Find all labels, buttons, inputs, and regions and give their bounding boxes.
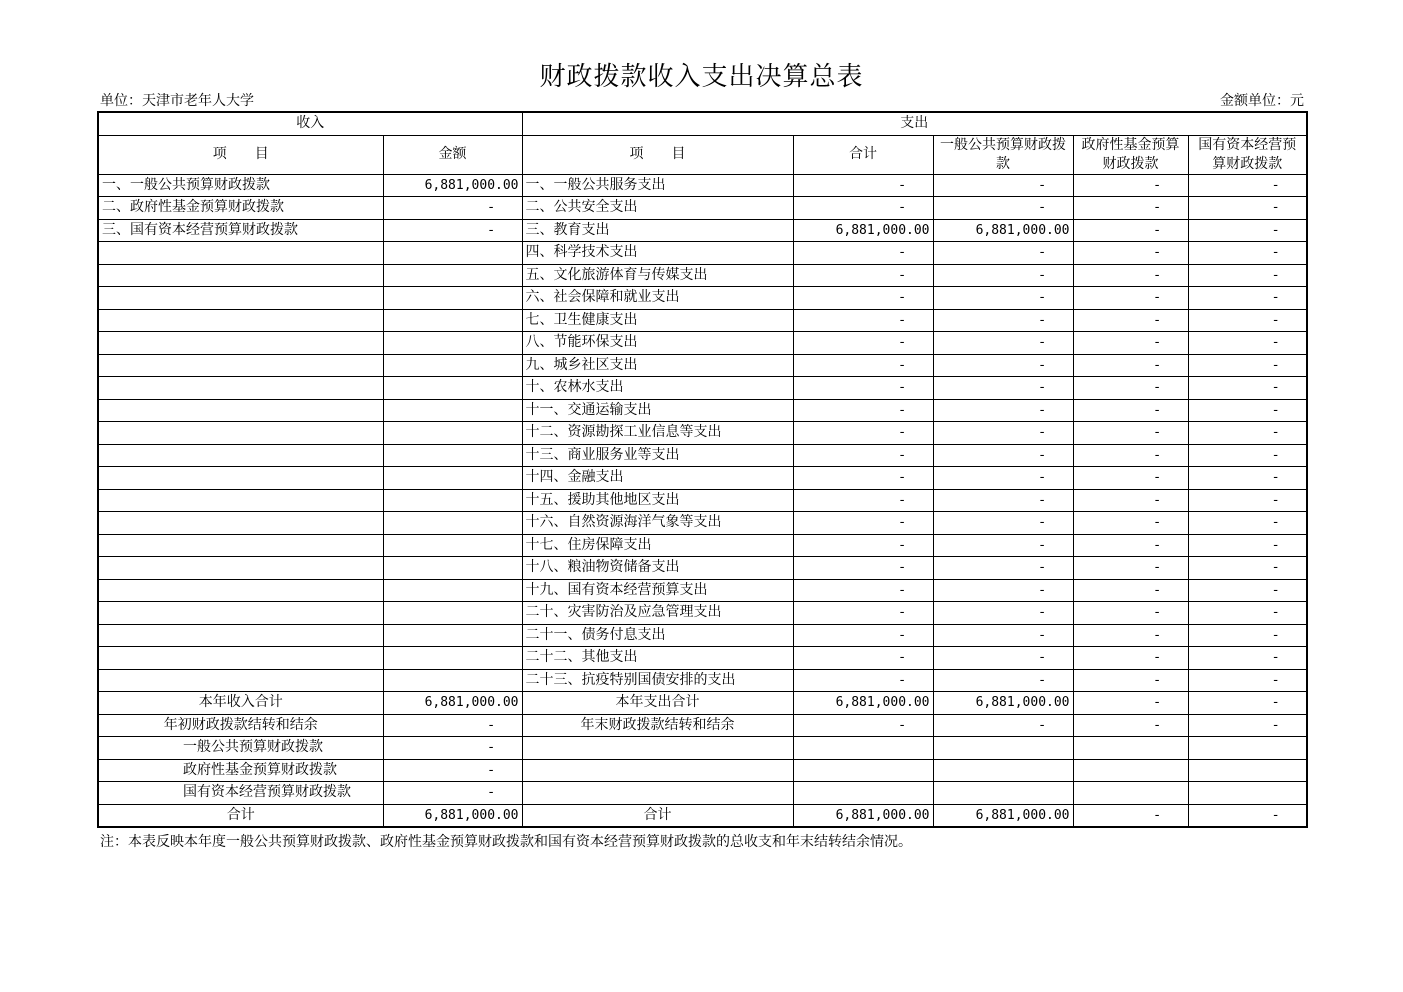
header-row-1 (98, 112, 1307, 135)
expense-item: 四、科学技术支出 (522, 242, 793, 265)
income-item (98, 534, 383, 557)
expense-total: - (793, 534, 933, 557)
year-income-amount: 6,881,000.00 (383, 692, 522, 715)
expense-general: - (933, 354, 1073, 377)
expense-total: - (793, 624, 933, 647)
empty-cell (1073, 782, 1188, 805)
expense-state-capital: - (1188, 309, 1307, 332)
expense-item: 六、社会保障和就业支出 (522, 287, 793, 310)
income-amount (383, 264, 522, 287)
expense-item: 十一、交通运输支出 (522, 399, 793, 422)
expense-state-capital: - (1188, 602, 1307, 625)
income-amount (383, 489, 522, 512)
grand-expense-label: 合计 (522, 804, 793, 827)
expense-state-capital: - (1188, 287, 1307, 310)
income-amount (383, 579, 522, 602)
grand-expense-gov-fund: - (1073, 804, 1188, 827)
year-expense-label: 本年支出合计 (522, 692, 793, 715)
income-item (98, 579, 383, 602)
table-row (98, 647, 1307, 670)
expense-total: - (793, 602, 933, 625)
income-amount (383, 332, 522, 355)
expense-total: - (793, 332, 933, 355)
income-item: 一、一般公共预算财政拨款 (98, 174, 383, 197)
expense-gov-fund: - (1073, 197, 1188, 220)
expense-total: - (793, 242, 933, 265)
expense-item: 二十三、抗疫特别国债安排的支出 (522, 669, 793, 692)
expense-gov-fund: - (1073, 467, 1188, 490)
income-item (98, 377, 383, 400)
grand-expense-state-capital: - (1188, 804, 1307, 827)
empty-cell (933, 737, 1073, 760)
expense-gov-fund: - (1073, 512, 1188, 535)
empty-cell (1188, 782, 1307, 805)
income-amount (383, 242, 522, 265)
income-amount (383, 287, 522, 310)
expense-state-capital: - (1188, 332, 1307, 355)
expense-gov-fund: - (1073, 332, 1188, 355)
income-item: 二、政府性基金预算财政拨款 (98, 197, 383, 220)
expense-item: 十八、粮油物资储备支出 (522, 557, 793, 580)
expense-total: - (793, 579, 933, 602)
expense-item: 五、文化旅游体育与传媒支出 (522, 264, 793, 287)
end-balance-gov-fund: - (1073, 714, 1188, 737)
expense-general: - (933, 624, 1073, 647)
table-row (98, 242, 1307, 265)
expense-state-capital: - (1188, 557, 1307, 580)
expense-total: - (793, 444, 933, 467)
footnote: 注：本表反映本年度一般公共预算财政拨款、政府性基金预算财政拨款和国有资本经营预算财政拨款的总收支和年末结转结余情况。 (100, 834, 912, 850)
expense-total: - (793, 174, 933, 197)
income-item (98, 264, 383, 287)
income-amount (383, 467, 522, 490)
sub-gov-fund-row (98, 759, 1307, 782)
expense-general: - (933, 512, 1073, 535)
total-header: 合计 (793, 135, 933, 174)
expense-item: 十九、国有资本经营预算支出 (522, 579, 793, 602)
income-item (98, 647, 383, 670)
empty-cell (793, 782, 933, 805)
income-item (98, 624, 383, 647)
expense-general: - (933, 647, 1073, 670)
table-row (98, 219, 1307, 242)
expense-total: - (793, 647, 933, 670)
gov-fund-header: 政府性基金预算财政拨款 (1073, 135, 1188, 174)
income-amount (383, 309, 522, 332)
expense-general: - (933, 444, 1073, 467)
expense-general: - (933, 669, 1073, 692)
income-item-header: 项 目 (98, 135, 383, 174)
sub-state-capital-amount: - (383, 782, 522, 805)
empty-cell (1188, 759, 1307, 782)
expense-general: - (933, 197, 1073, 220)
income-item (98, 287, 383, 310)
income-amount-header: 金额 (383, 135, 522, 174)
grand-expense-general: 6,881,000.00 (933, 804, 1073, 827)
table-row (98, 602, 1307, 625)
income-item (98, 422, 383, 445)
expense-state-capital: - (1188, 647, 1307, 670)
expense-state-capital: - (1188, 197, 1307, 220)
expense-state-capital: - (1188, 669, 1307, 692)
expense-gov-fund: - (1073, 174, 1188, 197)
expense-general: - (933, 332, 1073, 355)
income-amount (383, 444, 522, 467)
income-amount (383, 399, 522, 422)
expense-general: - (933, 377, 1073, 400)
expense-total: - (793, 197, 933, 220)
expense-item: 十二、资源勘探工业信息等支出 (522, 422, 793, 445)
expense-general: - (933, 602, 1073, 625)
expense-general: - (933, 174, 1073, 197)
empty-cell (1188, 737, 1307, 760)
expense-item: 十七、住房保障支出 (522, 534, 793, 557)
expense-state-capital: - (1188, 399, 1307, 422)
empty-cell (933, 759, 1073, 782)
sub-gov-fund-amount: - (383, 759, 522, 782)
table-row (98, 579, 1307, 602)
table-row (98, 287, 1307, 310)
income-amount (383, 557, 522, 580)
expense-total: - (793, 512, 933, 535)
empty-cell (793, 759, 933, 782)
expense-general: - (933, 399, 1073, 422)
expense-state-capital: - (1188, 264, 1307, 287)
income-item (98, 444, 383, 467)
income-amount: 6,881,000.00 (383, 174, 522, 197)
expense-gov-fund: - (1073, 287, 1188, 310)
expense-gov-fund: - (1073, 422, 1188, 445)
expense-general: - (933, 557, 1073, 580)
income-amount: - (383, 197, 522, 220)
expense-gov-fund: - (1073, 354, 1188, 377)
table-row (98, 422, 1307, 445)
general-header: 一般公共预算财政拨款 (933, 135, 1073, 174)
expense-gov-fund: - (1073, 399, 1188, 422)
income-item (98, 489, 383, 512)
end-balance-total: - (793, 714, 933, 737)
table-row (98, 332, 1307, 355)
expense-total: - (793, 422, 933, 445)
expense-total: - (793, 489, 933, 512)
table-row (98, 354, 1307, 377)
expense-gov-fund: - (1073, 444, 1188, 467)
sub-state-capital-row (98, 782, 1307, 805)
expense-state-capital: - (1188, 422, 1307, 445)
expense-state-capital: - (1188, 219, 1307, 242)
income-item (98, 669, 383, 692)
year-expense-state-capital: - (1188, 692, 1307, 715)
expense-item: 十六、自然资源海洋气象等支出 (522, 512, 793, 535)
expense-item: 七、卫生健康支出 (522, 309, 793, 332)
table-row (98, 512, 1307, 535)
expense-state-capital: - (1188, 242, 1307, 265)
income-amount (383, 422, 522, 445)
year-total-row (98, 692, 1307, 715)
expense-state-capital: - (1188, 467, 1307, 490)
expense-gov-fund: - (1073, 534, 1188, 557)
income-item (98, 399, 383, 422)
sub-state-capital-label: 国有资本经营预算财政拨款 (98, 782, 383, 805)
year-expense-total: 6,881,000.00 (793, 692, 933, 715)
expense-state-capital: - (1188, 174, 1307, 197)
expense-gov-fund: - (1073, 624, 1188, 647)
expense-total: - (793, 399, 933, 422)
income-amount (383, 377, 522, 400)
header-row-2 (98, 135, 1307, 174)
expense-item: 二十、灾害防治及应急管理支出 (522, 602, 793, 625)
expense-gov-fund: - (1073, 264, 1188, 287)
expense-general: - (933, 242, 1073, 265)
sub-general-row (98, 737, 1307, 760)
expense-total: - (793, 377, 933, 400)
grand-income-amount: 6,881,000.00 (383, 804, 522, 827)
table-row (98, 197, 1307, 220)
expense-total: - (793, 309, 933, 332)
sub-general-amount: - (383, 737, 522, 760)
income-header: 收入 (98, 112, 522, 135)
year-expense-general: 6,881,000.00 (933, 692, 1073, 715)
expense-general: - (933, 489, 1073, 512)
expense-item: 八、节能环保支出 (522, 332, 793, 355)
unit-label: 单位：天津市老年人大学 (100, 93, 254, 109)
income-amount (383, 624, 522, 647)
expense-total: - (793, 354, 933, 377)
expense-item: 九、城乡社区支出 (522, 354, 793, 377)
expense-state-capital: - (1188, 489, 1307, 512)
expense-total: - (793, 669, 933, 692)
expense-general: - (933, 534, 1073, 557)
income-amount: - (383, 219, 522, 242)
expense-item-header: 项 目 (522, 135, 793, 174)
expense-state-capital: - (1188, 534, 1307, 557)
table-row (98, 264, 1307, 287)
year-expense-gov-fund: - (1073, 692, 1188, 715)
income-amount (383, 602, 522, 625)
expense-general: - (933, 422, 1073, 445)
expense-gov-fund: - (1073, 647, 1188, 670)
expense-general: - (933, 264, 1073, 287)
expense-item: 二、公共安全支出 (522, 197, 793, 220)
income-item (98, 354, 383, 377)
expense-state-capital: - (1188, 512, 1307, 535)
income-item (98, 467, 383, 490)
expense-state-capital: - (1188, 579, 1307, 602)
table-row (98, 489, 1307, 512)
expense-general: - (933, 579, 1073, 602)
expense-state-capital: - (1188, 354, 1307, 377)
table-row (98, 377, 1307, 400)
income-amount (383, 669, 522, 692)
expense-total: - (793, 287, 933, 310)
expense-header: 支出 (522, 112, 1307, 135)
income-item (98, 242, 383, 265)
expense-item: 一、一般公共服务支出 (522, 174, 793, 197)
year-income-label: 本年收入合计 (98, 692, 383, 715)
income-item (98, 309, 383, 332)
end-balance-state-capital: - (1188, 714, 1307, 737)
expense-gov-fund: - (1073, 219, 1188, 242)
expense-state-capital: - (1188, 444, 1307, 467)
money-unit-label: 金额单位：元 (1220, 93, 1304, 109)
balance-row (98, 714, 1307, 737)
expense-general: - (933, 309, 1073, 332)
expense-general: - (933, 467, 1073, 490)
table-row (98, 467, 1307, 490)
income-item: 三、国有资本经营预算财政拨款 (98, 219, 383, 242)
grand-total-row (98, 804, 1307, 827)
begin-balance-amount: - (383, 714, 522, 737)
sub-gov-fund-label: 政府性基金预算财政拨款 (98, 759, 383, 782)
expense-item: 十四、金融支出 (522, 467, 793, 490)
empty-cell (1073, 759, 1188, 782)
grand-income-label: 合计 (98, 804, 383, 827)
income-amount (383, 647, 522, 670)
expense-total: - (793, 467, 933, 490)
table-row (98, 669, 1307, 692)
income-item (98, 332, 383, 355)
table-row (98, 534, 1307, 557)
expense-gov-fund: - (1073, 377, 1188, 400)
expense-item: 二十一、债务付息支出 (522, 624, 793, 647)
expense-gov-fund: - (1073, 309, 1188, 332)
expense-gov-fund: - (1073, 669, 1188, 692)
income-amount (383, 354, 522, 377)
table-row (98, 309, 1307, 332)
empty-cell (933, 782, 1073, 805)
table-row (98, 174, 1307, 197)
income-item (98, 602, 383, 625)
expense-general: 6,881,000.00 (933, 219, 1073, 242)
expense-gov-fund: - (1073, 602, 1188, 625)
report-title: 财政拨款收入支出决算总表 (539, 62, 864, 92)
expense-total: - (793, 264, 933, 287)
expense-state-capital: - (1188, 377, 1307, 400)
expense-gov-fund: - (1073, 242, 1188, 265)
table-row (98, 444, 1307, 467)
expense-item: 二十二、其他支出 (522, 647, 793, 670)
income-amount (383, 512, 522, 535)
empty-cell (793, 737, 933, 760)
expense-item: 十五、援助其他地区支出 (522, 489, 793, 512)
empty-cell (522, 737, 793, 760)
income-item (98, 557, 383, 580)
empty-cell (522, 759, 793, 782)
sub-general-label: 一般公共预算财政拨款 (98, 737, 383, 760)
table-row (98, 557, 1307, 580)
income-amount (383, 534, 522, 557)
state-capital-header: 国有资本经营预算财政拨款 (1188, 135, 1307, 174)
expense-item: 三、教育支出 (522, 219, 793, 242)
empty-cell (522, 782, 793, 805)
expense-gov-fund: - (1073, 557, 1188, 580)
income-item (98, 512, 383, 535)
expense-gov-fund: - (1073, 579, 1188, 602)
budget-table (97, 111, 1308, 828)
expense-item: 十三、商业服务业等支出 (522, 444, 793, 467)
expense-gov-fund: - (1073, 489, 1188, 512)
empty-cell (1073, 737, 1188, 760)
expense-general: - (933, 287, 1073, 310)
end-balance-label: 年末财政拨款结转和结余 (522, 714, 793, 737)
begin-balance-label: 年初财政拨款结转和结余 (98, 714, 383, 737)
grand-expense-total: 6,881,000.00 (793, 804, 933, 827)
table-row (98, 624, 1307, 647)
expense-total: 6,881,000.00 (793, 219, 933, 242)
expense-state-capital: - (1188, 624, 1307, 647)
end-balance-general: - (933, 714, 1073, 737)
expense-total: - (793, 557, 933, 580)
table-row (98, 399, 1307, 422)
expense-item: 十、农林水支出 (522, 377, 793, 400)
